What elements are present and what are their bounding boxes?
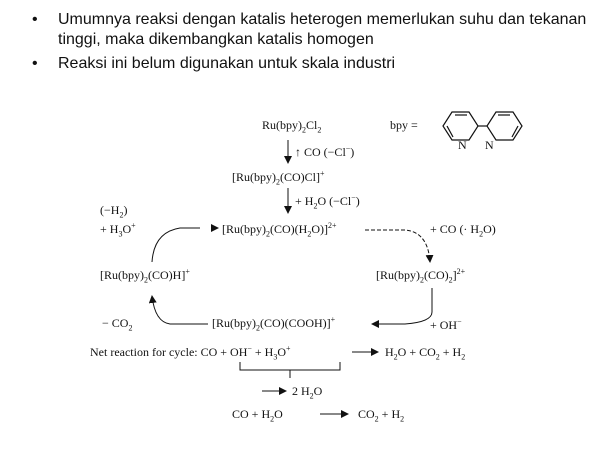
co-addition: + CO (· $H_2O$) [430,222,496,239]
pyridine-ring-left [443,112,478,140]
bracket-water [240,362,340,370]
aqua-complex: $[Ru(bpy)_2(CO)(H_2O)]^{2+}$ [222,221,337,239]
hydride-complex: $[Ru(bpy)_2(CO)H]^+$ [100,267,190,285]
bullet-text: Umumnya reaksi dengan katalis heterogen memerlukan suhu dan tekanan tinggi, maka dikembangkan katalis homogen [58,11,587,48]
step1-reagent: ↑ CO (−Cl−) [295,144,355,159]
bond-double [447,126,453,137]
overall-reactants: CO + $H_2O$ [232,407,283,424]
start-complex: $Ru(bpy)_2Cl_2$ [262,118,322,135]
bond-double [512,126,518,137]
arrow-co2-release [152,296,208,324]
net-reaction-products: $H_2O + CO_2 + H_2$ [385,345,466,362]
bpy-atom-n: N [458,138,467,152]
dicarbonyl-complex: $[Ru(bpy)_2(CO)_2]^{2+}$ [376,267,466,285]
bpy-atom-n: N [485,138,494,152]
net-reaction-label: Net reaction for cycle: CO + $OH^- + H_3O^+$ [90,344,291,362]
bipyridine-structure [443,112,522,140]
overall-products: $CO_2 + H_2$ [358,407,405,424]
pyridine-ring-right [487,112,522,140]
water-formed: 2 $H_2O$ [292,384,323,401]
step2-reagent: + $H_2O$ (−Cl−) [295,193,360,211]
bullet-marker: • [32,55,38,72]
bullet-text: Reaksi ini belum digunakan untuk skala industri [58,55,396,72]
carbonyl-chloride-complex: $[Ru(bpy)_2(CO)Cl]^+$ [232,169,325,187]
arrow-h2-release [152,228,200,262]
bpy-label: bpy = [390,118,418,132]
arrow-oh-attack [372,288,432,324]
co2-loss: − $CO_2$ [102,316,133,333]
oh-addition: + OH− [430,317,462,332]
h2-loss: $(-H_2)$ [100,203,128,220]
h3o-addition: + $H_3O^+$ [100,221,136,239]
bullet-marker: • [32,11,38,28]
arrow-co-uptake [365,230,430,262]
carboxyl-complex: $[Ru(bpy)_2(CO)(COOH)]^+$ [212,315,336,333]
